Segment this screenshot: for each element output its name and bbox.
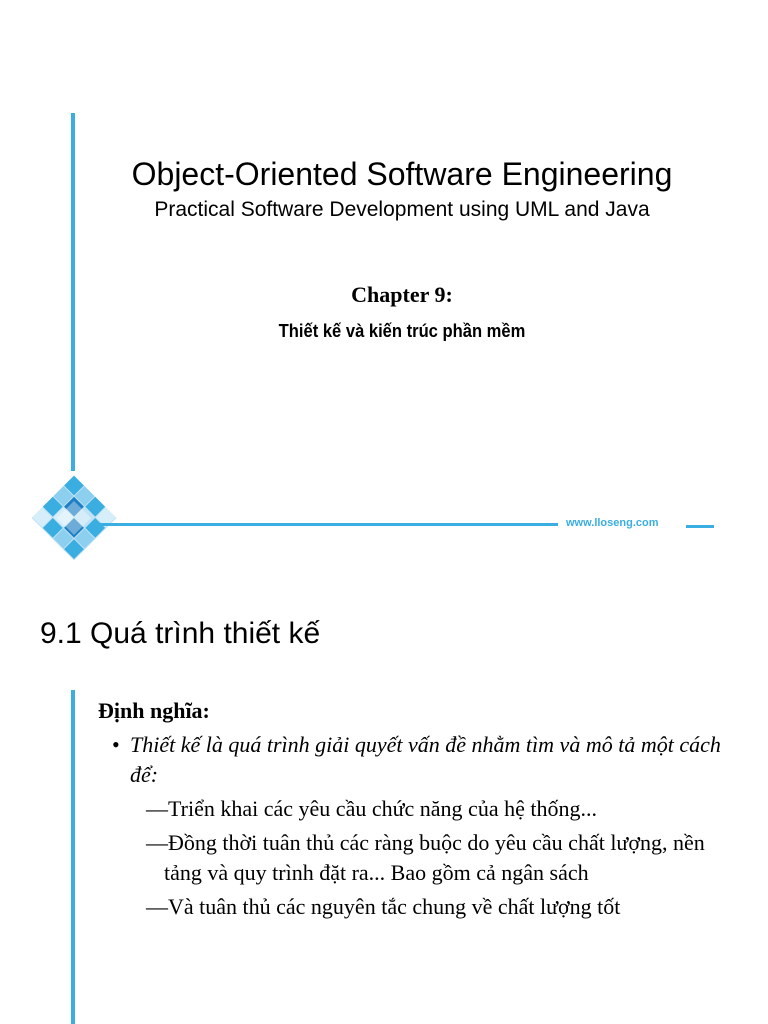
horizontal-accent-line-end xyxy=(686,525,714,528)
sub-item-1: —Triển khai các yêu cầu chức năng của hệ thống... xyxy=(146,796,597,821)
chapter-title: Thiết kế và kiến trúc phần mềm xyxy=(278,321,526,341)
horizontal-accent-line xyxy=(98,523,558,526)
diamond-logo-icon xyxy=(22,466,126,570)
slide-subtitle: Practical Software Development using UML and Java xyxy=(154,198,650,221)
definition-label: Định nghĩa: xyxy=(98,698,210,723)
chapter-label: Chapter 9: xyxy=(351,282,453,307)
sub-item-2: —Đồng thời tuân thủ các ràng buộc do yêu cầu chất lượng, nền tảng và quy trình đặt ra... Bao gồm cả ngân sách xyxy=(146,830,705,885)
bullet-item xyxy=(98,730,738,790)
website-url: www.lloseng.com xyxy=(566,517,659,529)
slide-title: Object-Oriented Software Engineering xyxy=(131,156,673,192)
section-heading: 9.1 Quá trình thiết kế xyxy=(40,617,321,650)
bullet-mark: • xyxy=(112,732,120,757)
bullet-text: Thiết kế là quá trình giải quyết vấn đề nhằm tìm và mô tả một cách để: xyxy=(130,732,721,787)
slide-body xyxy=(98,696,738,926)
vertical-accent-line-2 xyxy=(71,690,75,1024)
sub-item-3: —Và tuân thủ các nguyên tắc chung về chất lượng tốt xyxy=(146,894,621,919)
